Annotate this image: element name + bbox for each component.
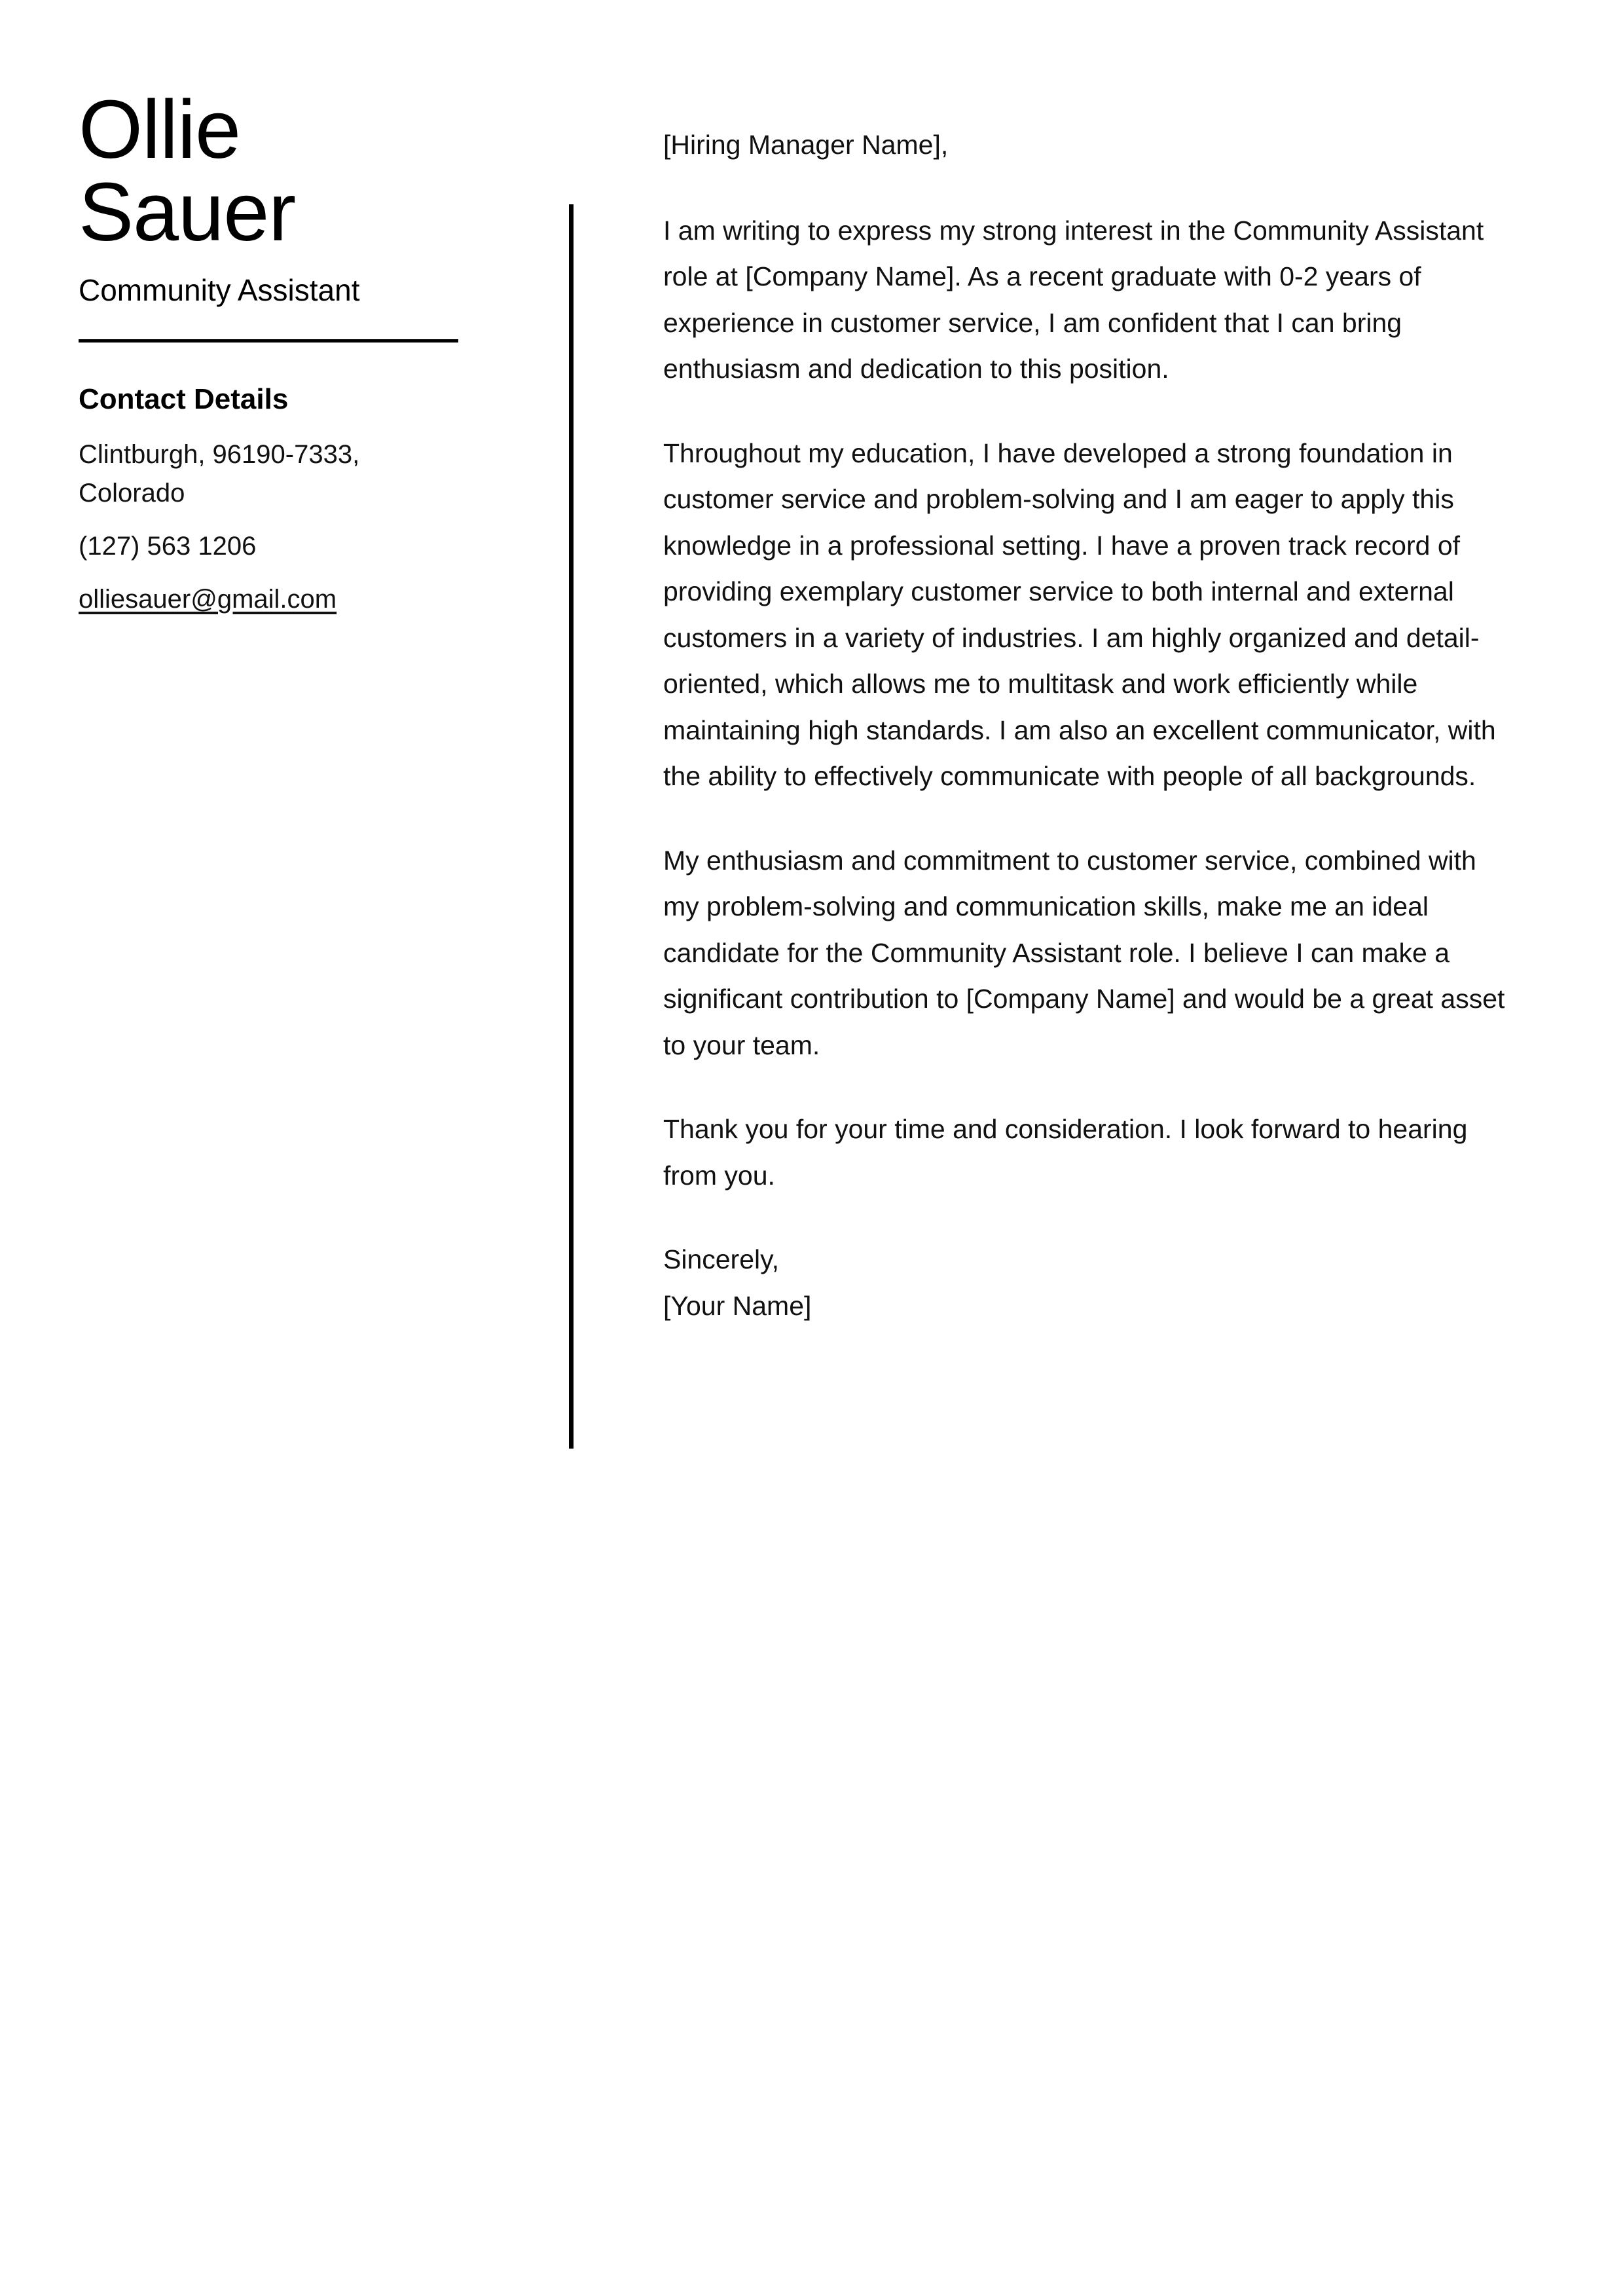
letter-paragraph-4: Thank you for your time and consideration. I look forward to hearing from you. <box>663 1114 1468 1191</box>
contact-address: Clintburgh, 96190-7333, Colorado <box>79 439 360 508</box>
letter-signoff <box>663 1236 1508 1329</box>
letter-salutation: [Hiring Manager Name], <box>663 130 949 160</box>
last-name: Sauer <box>79 165 296 258</box>
letter-paragraph-3: My enthusiasm and commitment to customer service, combined with my problem-solving and communication skills, make me an ideal candidate for the Community Assistant role. I believe I can make a significant contribution to [Company Name] and would be a great asset to your team. <box>663 845 1505 1060</box>
first-name: Ollie <box>79 83 241 176</box>
column-divider <box>569 204 574 1449</box>
sidebar-divider-rule <box>79 339 458 343</box>
contact-email-link[interactable]: olliesauer@gmail.com <box>79 585 337 614</box>
sidebar <box>79 83 498 634</box>
letter-paragraph-2: Throughout my education, I have developed a strong foundation in customer service and problem-solving and I am eager to apply this knowledge in a professional setting. I have a proven track record of providing exemplary customer service to both internal and external customers in a variety of industries. I am highly organized and detail-oriented, which allows me to multitask and work efficiently while maintaining high standards. I am also an excellent communicator, with the ability to effectively communicate with people of all backgrounds. <box>663 437 1496 792</box>
contact-details-heading: Contact Details <box>79 382 289 415</box>
contact-phone[interactable]: (127) 563 1206 <box>79 532 257 561</box>
letter-closing: Sincerely, <box>663 1244 779 1275</box>
letter-signature: [Your Name] <box>663 1290 812 1321</box>
contact-details-list <box>79 435 498 634</box>
letter-paragraph-1: I am writing to express my strong interest in the Community Assistant role at [Company Name]. As a recent graduate with 0-2 years of experience in customer service, I am confident that I can bring enthusiasm and dedication to this position. <box>663 215 1484 384</box>
job-title: Community Assistant <box>79 272 360 307</box>
letter-body <box>663 122 1508 1329</box>
candidate-name <box>79 83 498 258</box>
